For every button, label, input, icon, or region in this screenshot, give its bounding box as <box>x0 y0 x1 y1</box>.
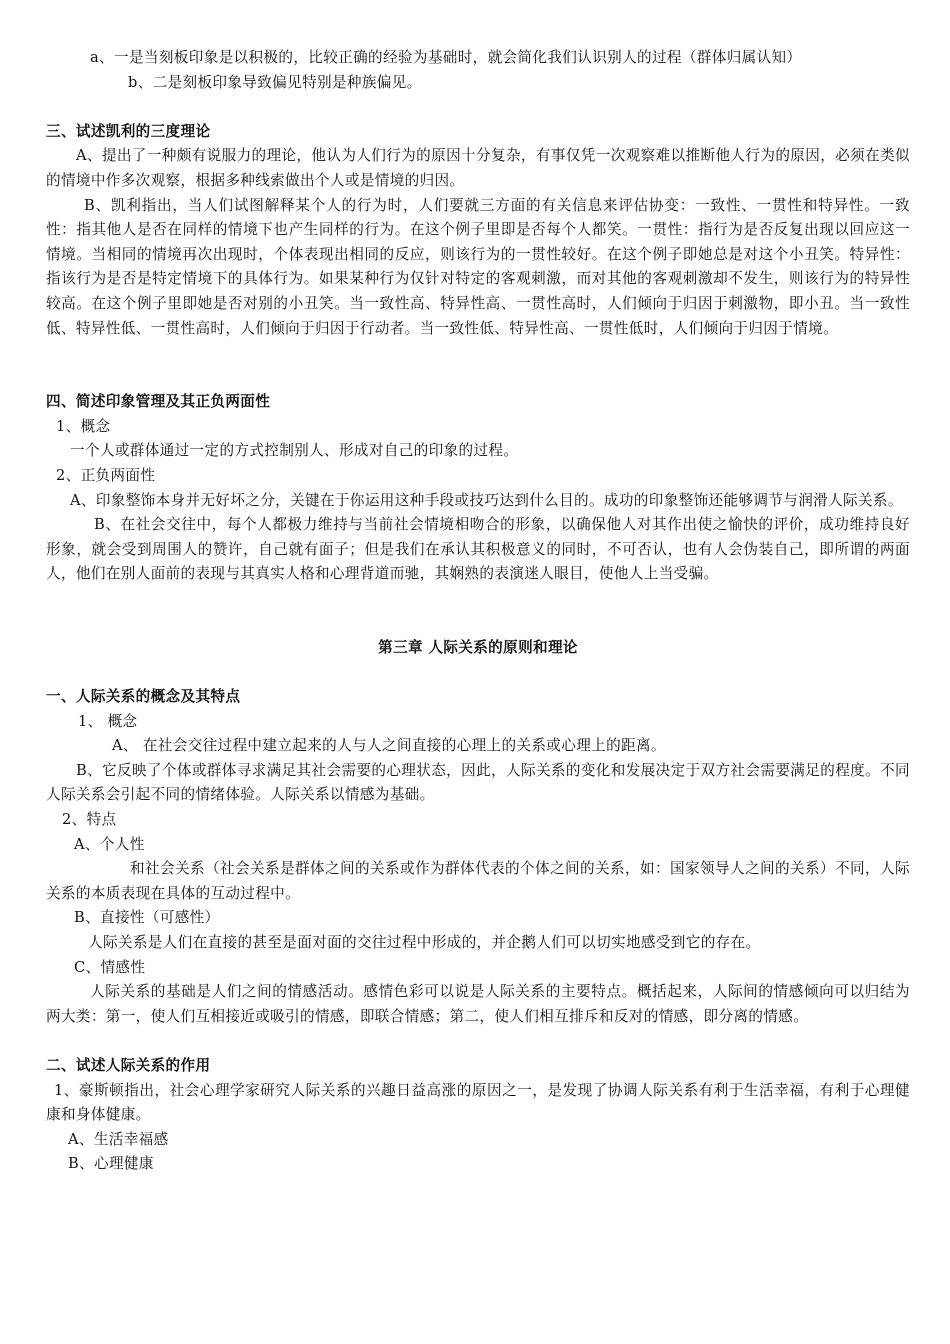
section-3-paragraph-b: B、凯利指出，当人们试图解释某个人的行为时，人们要就三方面的有关信息来评估协变：一致性、一贯性和特异性。一致性：指其他人是否在同样的情境下也产生同样的行为。在这个例子里即是否每个人都笑。一贯性：指行为是否反复出现以回应这一情境。当相同的情境再次出现时，个体表现出相同的反应，则该行为的一贯性较好。在这个例子即她总是对这个小丑笑。特异性：指该行为是否是特定情境下的具体行为。如果某种行为仅针对特定的客观刺激，而对其他的客观刺激却不发生，则该行为的特异性较高。在这个例子里即她是否对别的小丑笑。当一致性高、特异性高、一贯性高时，人们倾向于归因于刺激物，即小丑。当一致性低、特异性低、一贯性高时，人们倾向于归因于行动者。当一致性低、特异性高、一贯性低时，人们倾向于归因于情境。 <box>46 196 910 337</box>
concept-paragraph-b: B、它反映了个体或群体寻求满足其社会需要的心理状态，因此，人际关系的变化和发展决定于双方社会需要满足的程度。不同人际关系会引起不同的情绪体验。人际关系以情感为基础。 <box>46 761 910 804</box>
effect-b: B、心理健康 <box>68 1155 154 1173</box>
feature-a-heading: A、个人性 <box>74 835 145 853</box>
chapter-3-section-1-heading: 一、人际关系的概念及其特点 <box>46 688 241 706</box>
document-page <box>46 46 910 1177</box>
feature-c-text: 人际关系的基础是人们之间的情感活动。感情色彩可以说是人际关系的主要特点。概括起来，人际间的情感倾向可以归结为两大类：第一，使人们互相接近或吸引的情感，即联合情感；第二，使人们相互排斥和反对的情感，即分离的情感。 <box>46 983 910 1025</box>
paragraph-b: b、二是刻板印象导致偏见特别是种族偏见。 <box>128 73 422 91</box>
section-4-paragraph-a: A、印象整饰本身并无好坏之分，关键在于你运用这种手段或技巧达到什么目的。成功的印象整饰还能够调节与润滑人际关系。 <box>70 491 903 509</box>
effect-a: A、生活幸福感 <box>68 1130 169 1148</box>
concept-heading: 1、 概念 <box>78 712 138 730</box>
section-4-item-1-text: 一个人或群体通过一定的方式控制别人、形成对自己的印象的过程。 <box>70 442 519 460</box>
chapter-3-section-2-heading: 二、试述人际关系的作用 <box>46 1056 211 1074</box>
feature-c-heading: C、情感性 <box>74 958 146 976</box>
section-4-heading: 四、简述印象管理及其正负两面性 <box>46 393 271 411</box>
feature-b-text: 人际关系是人们在直接的甚至是面对面的交往过程中形成的，并企鹅人们可以切实地感受到它的存在。 <box>88 934 761 951</box>
section-3-heading: 三、试述凯利的三度理论 <box>46 122 211 140</box>
section-3-paragraph-a: A、提出了一种颇有说服力的理论，他认为人们行为的原因十分复杂，有事仅凭一次观察难以推断他人行为的原因，必须在类似的情境中作多次观察，根据多种线索做出个人或是情境的归因。 <box>46 147 910 189</box>
section-4-item-2: 2、正负两面性 <box>56 466 156 484</box>
paragraph-a: a、一是当刻板印象是以积极的，比较正确的经验为基础时，就会简化我们认识别人的过程（群体归属认知） <box>90 49 802 66</box>
chapter-3-title: 第三章 人际关系的原则和理论 <box>378 638 578 656</box>
features-heading: 2、特点 <box>62 811 117 829</box>
section-4-item-1: 1、概念 <box>56 417 111 435</box>
section-4-paragraph-b: B、在社会交往中，每个人都极力维持与当前社会情境相吻合的形象，以确保他人对其作出使之愉快的评价，成功维持良好形象，就会受到周围人的赞许，自己就有面子；但是我们在承认其积极意义的同时，不可否认，也有人会伪装自己，即所谓的两面人，他们在别人面前的表现与其真实人格和心理背道而驰，其娴熟的表演迷人眼目，使他人上当受骗。 <box>46 516 910 583</box>
section-2-paragraph-1: 1、豪斯顿指出，社会心理学家研究人际关系的兴趣日益高涨的原因之一，是发现了协调人际关系有利于生活幸福，有利于心理健康和身体健康。 <box>46 1081 910 1124</box>
feature-a-text: 和社会关系（社会关系是群体之间的关系或作为群体代表的个体之间的关系，如：国家领导人之间的关系）不同，人际关系的本质表现在具体的互动过程中。 <box>46 860 910 902</box>
feature-b-heading: B、直接性（可感性） <box>74 909 220 927</box>
concept-paragraph-a: A、 在社会交往过程中建立起来的人与人之间直接的心理上的关系或心理上的距离。 <box>112 737 666 755</box>
